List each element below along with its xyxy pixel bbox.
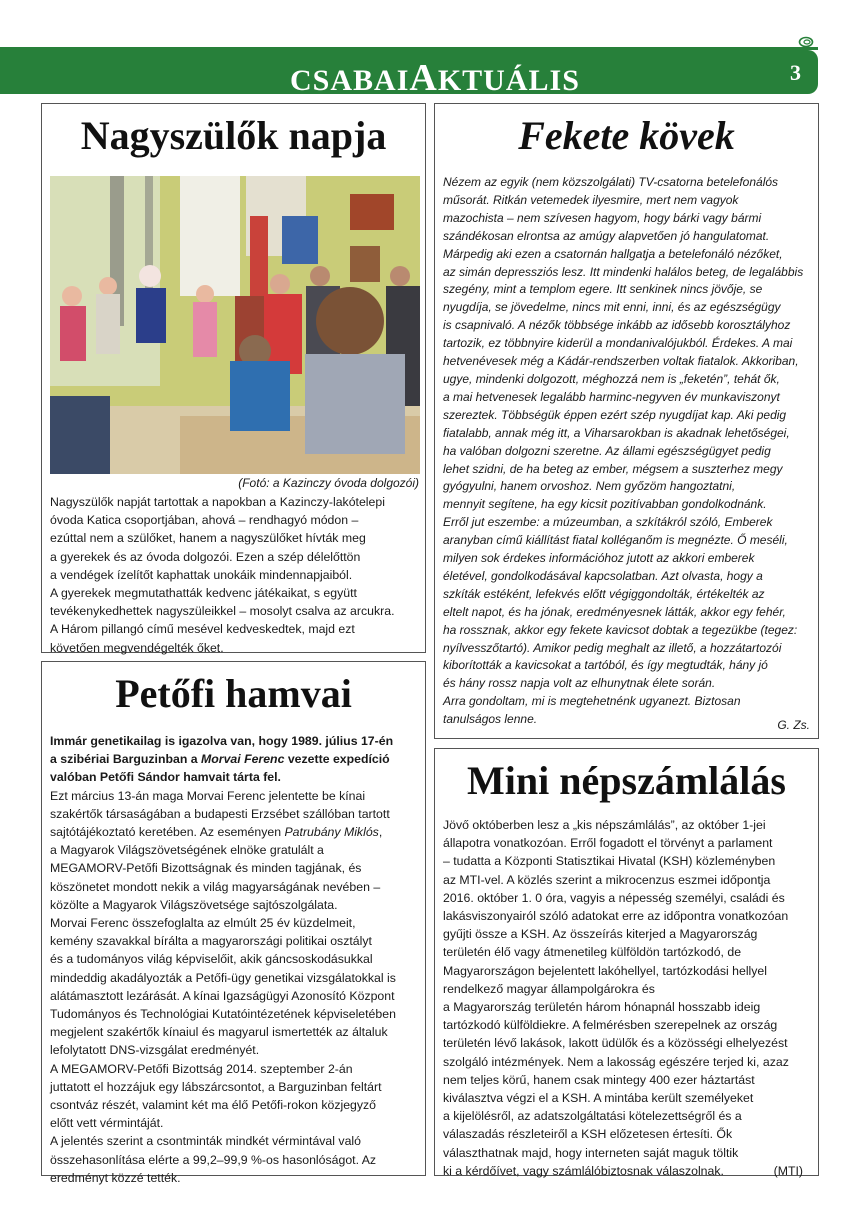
body-line: milyen sok érdekes információhoz jutott az akkori emberek	[443, 551, 755, 566]
body-line: tartózkodó külföldiekre. A felmérésben szerepelnek az ország	[443, 1018, 778, 1033]
article-body	[42, 732, 404, 1187]
body-line: nem teljes körű, hanem csak mintegy 400 ezer háztartást	[443, 1072, 755, 1087]
body-line: kemény szavakkal bírálta a magyarországi politikai osztályt	[50, 934, 372, 949]
body-line: Ezt március 13-án maga Morvai Ferenc jelentette be kínai	[50, 788, 366, 803]
body-line: eredményt közzé tették.	[50, 1170, 181, 1185]
body-line: nyílvesszőtartó). Amikor pedig meghalt az illető, a hozzátartozói	[443, 640, 782, 655]
article-body	[435, 816, 811, 1180]
body-line: Tudományos és Technológiai Kutatóintézetének képviseletében	[50, 1007, 396, 1022]
body-line: választhatnak majd, hogy interneten saját maguk töltik	[443, 1145, 739, 1160]
source-credit: (MTI)	[773, 1163, 803, 1178]
body-line: ugye, mindenki dolgozott, méghozzá nem is „feketén”, tehát ők,	[443, 371, 780, 386]
body-line: területén lévő lakások, lakott üdülők és a közösségi elhelyezést	[443, 1036, 788, 1051]
body-line: A gyerekek megmutathatták kedvenc játékaikat, s együtt	[50, 586, 357, 601]
body-line: állapotra vonatkozóan. Erről fogadott el törvényt a parlament	[443, 836, 773, 851]
article-title: Nagyszülők napja	[80, 113, 387, 158]
article-fekete	[434, 103, 819, 739]
photo-caption: (Fotó: a Kazinczy óvoda dolgozói)	[238, 476, 419, 490]
body-line: a vendégek ízelítőt kaphattak unokáik mindennapjaiból.	[50, 567, 353, 582]
body-line: lefolytatott DNS-vizsgálat eredményét.	[50, 1043, 260, 1058]
body-line: a gyerekek és az óvoda dolgozói. Ezen a szép délelőttön	[50, 549, 361, 564]
body-line: mazochista – nem szívesen hagyom, hogy bárki vagy bármi	[443, 210, 762, 225]
body-line: Arra gondoltam, mi is megtehetnénk ugyanezt. Biztosan	[443, 694, 741, 709]
body-line: aranyban című kiállítást fiatal kolléganőm is megnézte. Ő meséli,	[443, 533, 788, 548]
body-line: is csapnivaló. A nézők többsége inkább az idősebb korosztályhoz	[443, 318, 791, 333]
body-line: hetvenévesek még a Kádár-rendszerben voltak fiatalok. Akkoriban,	[443, 354, 799, 369]
article-title: Petőfi hamvai	[115, 671, 352, 716]
body-line: szolgáló intézmények. Nem a lakosság egészére terjed ki, azaz	[443, 1054, 789, 1069]
body-line: válaszadás részleteiről a KSH előzetesen értesíti. Ők	[443, 1127, 733, 1142]
body-line: életével, gondolkodásával kapcsolatban. Azt olvasta, hogy a	[443, 568, 763, 583]
body-line: Márpedig aki ezen a csatornán hallgatja a betelefonáló nézőket,	[443, 246, 783, 261]
article-mini	[434, 748, 819, 1176]
article-body	[435, 174, 811, 729]
body-line: Nézem az egyik (nem közszolgálati) TV-csatorna betelefonálós	[443, 175, 779, 189]
body-line: rendelkező magyar állampolgárokra és	[443, 981, 655, 996]
article-nagyszulok	[41, 103, 426, 653]
body-line: kiborították a kavicsokat a tartóból, és így megtudták, hány jó	[443, 658, 768, 673]
body-line: műsorát. Ritkán vetemedek ilyesmire, mert nem vagyok	[443, 192, 739, 207]
body-line: lakásviszonyairól szóló adatokat erre az időpontra vonatkozóan	[443, 909, 789, 924]
body-line: ki a kérdőívet, vagy számlálóbiztosnak válaszolnak. (MTI)	[443, 1162, 803, 1180]
body-line: szkíták estéként, lefekvés előtt végiggondolták, értékelték az	[443, 586, 765, 601]
body-line: kiválasztva végzi el a KSH. A mintába került személyeket	[443, 1091, 754, 1106]
page-number: 3	[790, 60, 801, 85]
body-line: A MEGAMORV-Petőfi Bizottság 2014. szeptember 2-án	[50, 1061, 353, 1076]
body-line: fiatalabb, annak még itt, a Viharsarokban is akadnak lehetőségei,	[443, 425, 790, 440]
body-line: követően megvendégelték őket.	[50, 640, 224, 655]
article-petofi	[41, 661, 426, 1185]
body-line: a mai hetvenesek legalább harminc-negyven év munkaviszonyt	[443, 389, 780, 404]
body-line: A Három pillangó című mesével kedveskedtek, majd ezt	[50, 622, 355, 637]
body-line: és a tudományos világ képviselőit, akik gáncsoskodásukkal	[50, 952, 373, 967]
body-line: ha rossznak, akkor egy fekete kavicsot dobtak a tegezükbe (tegez:	[443, 622, 798, 637]
body-line: mennyit segítene, ha egy kicsit pozitívabban gondolkodnánk.	[443, 497, 767, 512]
body-line: Magyarországon bejelentett lakóhellyel, tartózkodási hellyel	[443, 963, 768, 978]
article-title: Mini népszámlálás	[467, 758, 786, 803]
article-body	[42, 493, 402, 657]
body-line: területén élő vagy átmenetileg külföldön tartózkodó, de	[443, 945, 742, 960]
body-line: alátámasztott lezárását. A kínai Igazságügyi Azonosító Központ	[50, 988, 395, 1003]
body-line: a kijelölésről, az adatszolgáltatási kötelezettségről és a	[443, 1109, 742, 1124]
body-line: szakértők társaságában a budapesti Erzsébet szállóban tartott	[50, 806, 390, 821]
lead-line: Immár genetikailag is igazolva van, hogy 1989. július 17-én	[50, 734, 394, 748]
article-title: Fekete kövek	[518, 113, 735, 158]
body-line: MEGAMORV-Petőfi Bizottságnak és minden tagjának, és	[50, 861, 362, 876]
body-line: tartozik, ez többnyire kiderül a mondanivalójukból. Érdekes. A mai	[443, 336, 793, 351]
body-line: lehet szidni, de ha beteg az ember, mégsem a suszterhez megy	[443, 461, 783, 476]
body-line: tanulságos lenne.	[443, 712, 538, 727]
body-line: az MTI-vel. A közlés szerint a mikrocenzus eszmei időpontja	[443, 872, 771, 887]
body-line: a Magyarok Világszövetségének elnöke gratulált a	[50, 843, 324, 858]
masthead: CSABAIAKTUÁLIS	[290, 57, 580, 99]
lead-line: a szibériai Barguzinban a Morvai Ferenc vezette expedíció	[50, 752, 390, 767]
body-line: Erről jut eszembe: a múzeumban, a szkítákról szóló, Emberek	[443, 515, 773, 530]
body-line: előtt vett vérmintáját.	[50, 1116, 164, 1131]
body-line: köszönetet mondott nekik a világ magyarságának nevében –	[50, 879, 381, 894]
body-line: ezúttal nem a szülőket, hanem a nagyszülőket hívták meg	[50, 531, 366, 546]
body-line: eltelt napot, és ha jónak, eredményesnek látták, akkor egy fehér,	[443, 604, 786, 619]
body-line: gyógyulni, hanem orvoshoz. Nem győzöm hangoztatni,	[443, 479, 736, 494]
body-line: mindeddig akadályozták a Petőfi-ügy genetikai vizsgálatokkal is	[50, 970, 396, 985]
body-line: sajtótájékoztató keretében. Az eseményen Patrubány Miklós,	[50, 825, 383, 840]
body-line: szándékosan elrontsa az amúgy alapvetően jó hangulatomat.	[443, 228, 770, 243]
body-line: ha valóban dolgozni szeretne. Az állami egészségügyet pedig	[443, 443, 771, 458]
body-line: – tudatta a Központi Statisztikai Hivatal (KSH) közleményben	[443, 854, 776, 869]
body-line: 2016. október 1. 0 óra, vagyis a népesség személyi, családi és	[443, 890, 785, 905]
body-line: Jövő októberben lesz a „kis népszámlálás”, az október 1-jei	[443, 818, 766, 832]
body-line: a Magyarország területén három hónapnál hosszabb ideig	[443, 1000, 761, 1015]
swirl-icon	[798, 36, 814, 48]
body-line: Morvai Ferenc összefoglalta az elmúlt 25 év küzdelmeit,	[50, 916, 356, 931]
body-line: tevékenykedhettek nagyszüleikkel – mosolyt csalva az arcukra.	[50, 604, 395, 619]
body-line: szereztek. Többségük éppen ezért szép nyugdíjat kap. Aki pedig	[443, 407, 787, 422]
lead-line: valóban Petőfi Sándor hamvait tárta fel.	[50, 770, 281, 785]
body-line: Nagyszülők napját tartottak a napokban a Kazinczy-lakótelepi	[50, 495, 385, 509]
body-line: gyűjti össze a KSH. Az összeírás kiterjed a Magyarország	[443, 927, 758, 942]
author-signature: G. Zs.	[777, 718, 810, 732]
kindergarten-photo	[50, 176, 420, 474]
body-line: nyugdíja, se jövedelme, nincs mit enni, inni, és az egészségügy	[443, 300, 781, 315]
body-line: szegény, mint a templom egere. Itt senkinek nincs jövője, se	[443, 282, 763, 297]
body-line: és hány rossz napja volt az elhunytnak élete során.	[443, 676, 716, 691]
body-line: közölte a Magyarok Világszövetsége sajtószolgálata.	[50, 897, 338, 912]
body-line: óvoda Katica csoportjában, ahová – rendhagyó módon –	[50, 513, 359, 528]
body-line: csontváz részét, valamint két ma élő Petőfi-rokon közjegyző	[50, 1098, 377, 1113]
body-line: megjelent szakértők kínaiul és magyarul ismertették az általuk	[50, 1025, 388, 1040]
body-line: A jelentés szerint a csontminták mindkét vérmintával való	[50, 1134, 361, 1149]
body-line: juttatott el hozzájuk egy lábszárcsontot, a Barguzinban feltárt	[50, 1079, 382, 1094]
body-line: összehasonlítása elérte a 99,2–99,9 %-os hasonlóságot. Az	[50, 1152, 377, 1167]
body-line: az simán depressziós lesz. Itt mindenki halálos beteg, de legalábbis	[443, 264, 804, 279]
